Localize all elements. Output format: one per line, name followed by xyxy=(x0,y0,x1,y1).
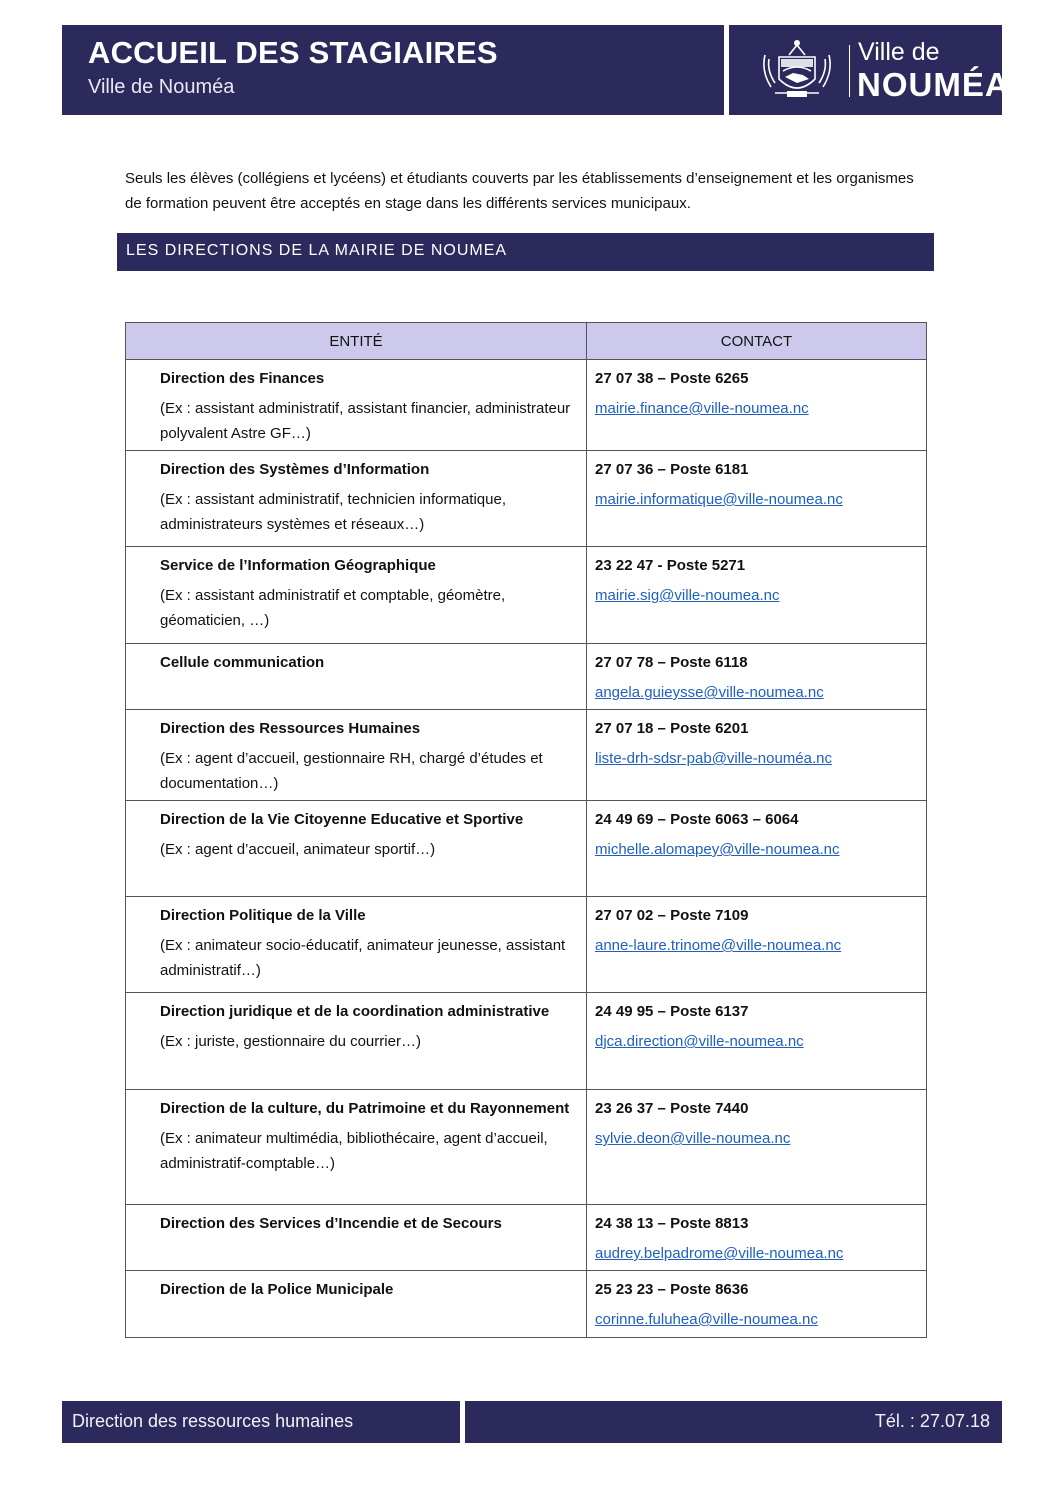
directions-table xyxy=(125,322,927,1338)
table-header-row xyxy=(126,323,927,360)
contact-email-link[interactable]: angela.guieysse@ville-noumea.nc xyxy=(595,684,824,701)
entity-name: Direction de la Vie Citoyenne Educative et Sportive xyxy=(160,811,524,828)
entity-cell xyxy=(126,1090,587,1205)
table-row xyxy=(126,547,927,644)
entity-cell xyxy=(126,547,587,644)
contact-email-link[interactable]: liste-drh-sdsr-pab@ville-nouméa.nc xyxy=(595,750,832,767)
entity-examples: (Ex : agent d’accueil, gestionnaire RH, chargé d’études et documentation…) xyxy=(160,750,543,792)
contact-cell xyxy=(587,1090,927,1205)
logo-text-bottom: NOUMÉA xyxy=(857,66,1010,103)
contact-email-link[interactable]: mairie.informatique@ville-noumea.nc xyxy=(595,491,843,508)
page-title: ACCUEIL DES STAGIAIRES xyxy=(88,35,498,70)
column-header-contact: CONTACT xyxy=(587,323,927,360)
contact-email-link[interactable]: mairie.sig@ville-noumea.nc xyxy=(595,587,780,604)
contact-phone: 24 49 69 – Poste 6063 – 6064 xyxy=(595,811,799,828)
entity-examples: (Ex : assistant administratif, assistant financier, administrateur polyvalent Astre GF…) xyxy=(160,400,571,442)
city-crest-icon xyxy=(759,37,835,103)
logo-text-top: Ville de xyxy=(858,38,940,66)
table-row xyxy=(126,801,927,897)
contact-phone: 27 07 38 – Poste 6265 xyxy=(595,370,749,387)
contact-email-link[interactable]: corinne.fuluhea@ville-noumea.nc xyxy=(595,1311,818,1328)
contact-cell xyxy=(587,644,927,710)
page-footer xyxy=(62,1401,1002,1443)
contact-phone: 24 38 13 – Poste 8813 xyxy=(595,1215,749,1232)
table-row xyxy=(126,1205,927,1271)
entity-examples: (Ex : agent d’accueil, animateur sportif…) xyxy=(160,841,436,858)
entity-name: Service de l’Information Géographique xyxy=(160,557,436,574)
contact-cell xyxy=(587,451,927,547)
contact-cell xyxy=(587,360,927,451)
intro-paragraph: Seuls les élèves (collégiens et lycéens) et étudiants couverts par les établissements d’enseignement et les organismes de formation peuvent être acceptés en stage dans les différents services municipaux. xyxy=(125,170,914,212)
section-title: LES DIRECTIONS DE LA MAIRIE DE NOUMEA xyxy=(126,242,508,259)
contact-cell xyxy=(587,547,927,644)
contact-cell xyxy=(587,1271,927,1338)
entity-name: Direction des Systèmes d’Information xyxy=(160,461,430,478)
header-title-block xyxy=(62,25,724,115)
table-row xyxy=(126,360,927,451)
table-row xyxy=(126,1271,927,1338)
contact-cell xyxy=(587,801,927,897)
entity-cell xyxy=(126,451,587,547)
entity-name: Cellule communication xyxy=(160,654,325,671)
entity-examples: (Ex : juriste, gestionnaire du courrier…) xyxy=(160,1033,421,1050)
table-row xyxy=(126,710,927,801)
entity-examples: (Ex : animateur multimédia, bibliothécaire, agent d’accueil, administratif-comptable…) xyxy=(160,1130,548,1172)
entity-examples: (Ex : assistant administratif et comptable, géomètre, géomaticien, …) xyxy=(160,587,506,629)
contact-cell xyxy=(587,897,927,993)
entity-examples: (Ex : animateur socio-éducatif, animateur jeunesse, assistant administratif…) xyxy=(160,937,566,979)
table-row xyxy=(126,993,927,1090)
logo-divider xyxy=(849,45,850,97)
entity-cell xyxy=(126,644,587,710)
section-heading xyxy=(117,233,934,271)
entity-cell xyxy=(126,1205,587,1271)
contact-phone: 27 07 02 – Poste 7109 xyxy=(595,907,749,924)
table-row xyxy=(126,1090,927,1205)
footer-phone: Tél. : 27.07.18 xyxy=(874,1411,990,1431)
contact-cell xyxy=(587,710,927,801)
contact-phone: 24 49 95 – Poste 6137 xyxy=(595,1003,749,1020)
column-header-entity: ENTITÉ xyxy=(126,323,587,360)
contact-email-link[interactable]: anne-laure.trinome@ville-noumea.nc xyxy=(595,937,842,954)
entity-name: Direction juridique et de la coordination administrative xyxy=(160,1003,550,1020)
contact-email-link[interactable]: sylvie.deon@ville-noumea.nc xyxy=(595,1130,791,1147)
contact-email-link[interactable]: michelle.alomapey@ville-noumea.nc xyxy=(595,841,840,858)
contact-phone: 23 22 47 - Poste 5271 xyxy=(595,557,746,574)
contact-phone: 23 26 37 – Poste 7440 xyxy=(595,1100,749,1117)
footer-department: Direction des ressources humaines xyxy=(72,1411,354,1431)
entity-name: Direction des Finances xyxy=(160,370,325,387)
table-row xyxy=(126,451,927,547)
entity-examples: (Ex : assistant administratif, technicien informatique, administrateurs systèmes et réseaux…) xyxy=(160,491,506,533)
footer-phone-block xyxy=(465,1401,1002,1443)
contact-email-link[interactable]: djca.direction@ville-noumea.nc xyxy=(595,1033,804,1050)
entity-name: Direction des Services d’Incendie et de Secours xyxy=(160,1215,502,1232)
entity-name: Direction des Ressources Humaines xyxy=(160,720,421,737)
contact-email-link[interactable]: audrey.belpadrome@ville-noumea.nc xyxy=(595,1245,844,1262)
contact-phone: 27 07 18 – Poste 6201 xyxy=(595,720,749,737)
entity-name: Direction de la Police Municipale xyxy=(160,1281,394,1298)
page-subtitle: Ville de Nouméa xyxy=(88,76,235,98)
contact-cell xyxy=(587,993,927,1090)
entity-cell xyxy=(126,1271,587,1338)
contact-phone: 27 07 36 – Poste 6181 xyxy=(595,461,749,478)
page-header xyxy=(62,25,1010,115)
table-row xyxy=(126,644,927,710)
entity-cell xyxy=(126,801,587,897)
entity-cell xyxy=(126,360,587,451)
contact-email-link[interactable]: mairie.finance@ville-noumea.nc xyxy=(595,400,809,417)
contact-cell xyxy=(587,1205,927,1271)
contact-phone: 27 07 78 – Poste 6118 xyxy=(595,654,748,671)
entity-cell xyxy=(126,710,587,801)
entity-name: Direction de la culture, du Patrimoine et du Rayonnement xyxy=(160,1100,570,1117)
entity-name: Direction Politique de la Ville xyxy=(160,907,366,924)
table-row xyxy=(126,897,927,993)
footer-department-block xyxy=(62,1401,460,1443)
entity-cell xyxy=(126,897,587,993)
city-logo xyxy=(729,25,1010,115)
entity-cell xyxy=(126,993,587,1090)
contact-phone: 25 23 23 – Poste 8636 xyxy=(595,1281,749,1298)
